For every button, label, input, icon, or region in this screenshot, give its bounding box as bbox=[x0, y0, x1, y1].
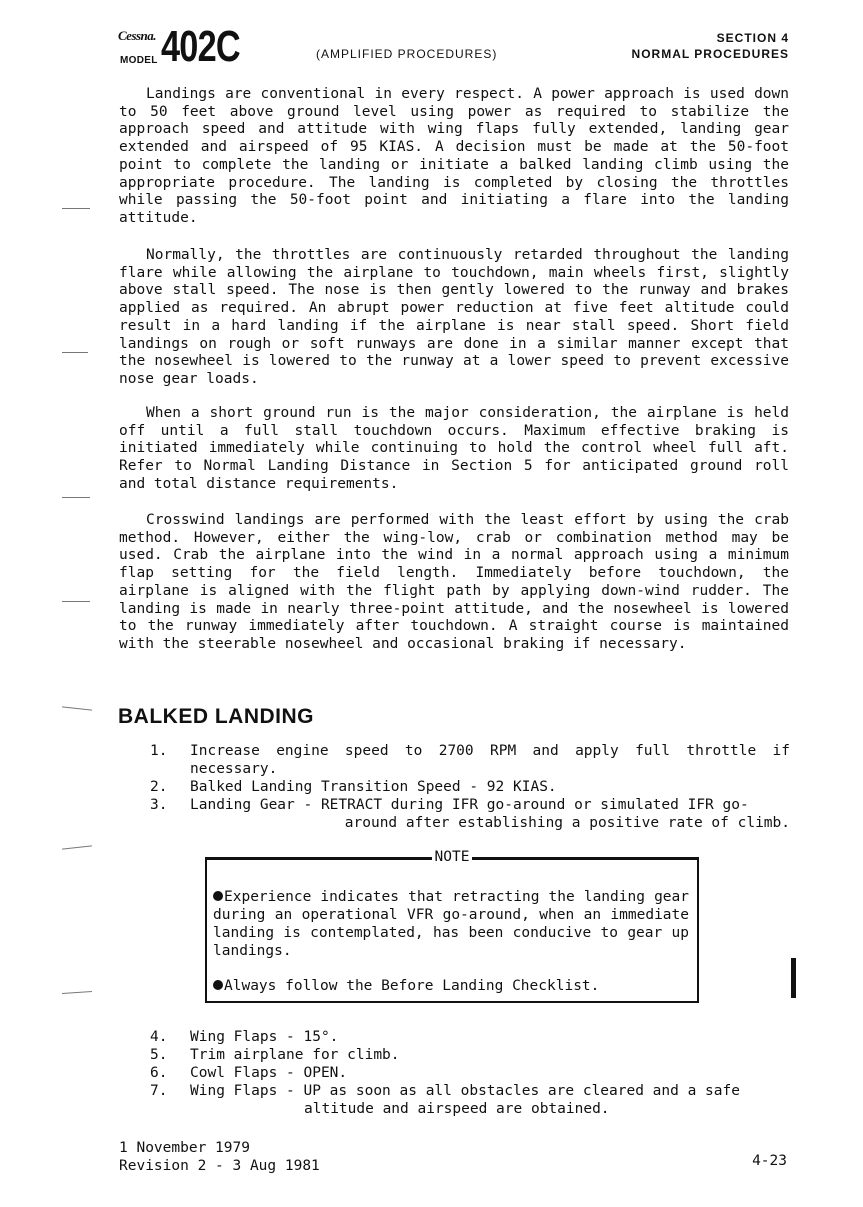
note-item bbox=[213, 977, 689, 995]
scan-mark bbox=[62, 601, 90, 602]
paragraph-landing-general: Landings are conventional in every respect. A power approach is used down to 50 feet above ground level using power as required to stabilize the approach speed and attitude with wing flaps fully extended, landing gear extended and airspeed of 95 KIAS. A decision must be made at the 50-foot point to complete the landing or initiate a balked landing climb using the appropriate procedure. The landing is completed by closing the throttles while passing the 50-foot point and initiating a flare into the landing attitude. bbox=[119, 86, 789, 226]
step-item bbox=[150, 742, 790, 778]
step-number: 2. bbox=[150, 779, 168, 795]
model-number: 402C bbox=[161, 22, 240, 71]
note-title-text: NOTE bbox=[432, 849, 473, 865]
footer-revision: Revision 2 - 3 Aug 1981 bbox=[119, 1158, 320, 1174]
section-number: SECTION 4 bbox=[716, 31, 789, 45]
step-text: Trim airplane for climb. bbox=[190, 1047, 400, 1063]
footer-date: 1 November 1979 bbox=[119, 1140, 250, 1156]
bullet-icon bbox=[213, 891, 223, 901]
step-item bbox=[150, 1082, 790, 1118]
model-label: MODEL bbox=[120, 55, 158, 66]
revision-change-bar bbox=[791, 958, 796, 998]
step-text: Wing Flaps - 15°. bbox=[190, 1029, 339, 1045]
scan-mark bbox=[62, 352, 88, 353]
step-text: Landing Gear - RETRACT during IFR go-around or simulated IFR go- bbox=[190, 797, 749, 813]
scan-mark bbox=[62, 497, 90, 498]
page-number: 4-23 bbox=[752, 1153, 787, 1169]
step-number: 5. bbox=[150, 1047, 168, 1063]
note-item bbox=[213, 888, 689, 960]
note-text: Always follow the Before Landing Checklist. bbox=[224, 978, 600, 994]
scan-mark bbox=[62, 991, 92, 994]
step-item bbox=[150, 796, 790, 832]
step-item bbox=[150, 778, 790, 796]
step-text: Wing Flaps - UP as soon as all obstacles are cleared and a safe bbox=[190, 1083, 740, 1099]
step-continuation: around after establishing a positive rate of climb. bbox=[344, 815, 790, 831]
step-continuation: altitude and airspeed are obtained. bbox=[304, 1101, 610, 1117]
step-text: Increase engine speed to 2700 RPM and apply full throttle if necessary. bbox=[190, 743, 790, 777]
header-section bbox=[632, 30, 789, 62]
note-box bbox=[205, 849, 699, 1003]
step-number: 4. bbox=[150, 1029, 168, 1045]
step-text: Balked Landing Transition Speed - 92 KIAS. bbox=[190, 779, 557, 795]
bullet-icon bbox=[213, 980, 223, 990]
step-number: 3. bbox=[150, 797, 168, 813]
step-item bbox=[150, 1064, 790, 1082]
scan-mark bbox=[62, 208, 90, 209]
step-item bbox=[150, 1028, 790, 1046]
scan-mark bbox=[62, 845, 92, 849]
scan-mark bbox=[62, 706, 92, 710]
note-text: Experience indicates that retracting the landing gear during an operational VFR go-around, when an immediate landing is contemplated, has been conducive to gear up landings. bbox=[213, 889, 689, 959]
balked-landing-heading: BALKED LANDING bbox=[118, 705, 314, 728]
balked-landing-steps bbox=[150, 742, 790, 832]
balked-landing-steps-continued bbox=[150, 1028, 790, 1118]
paragraph-short-field: When a short ground run is the major consideration, the airplane is held off until a full stall touchdown occurs. Maximum effective braking is initiated immediately while continuing to hold the control wheel full aft. Refer to Normal Landing Distance in Section 5 for anticipated ground roll and total distance requirements. bbox=[119, 405, 789, 492]
step-number: 6. bbox=[150, 1065, 168, 1081]
section-title: NORMAL PROCEDURES bbox=[631, 47, 789, 61]
header-amplified-procedures: (AMPLIFIED PROCEDURES) bbox=[316, 47, 498, 61]
paragraph-normal-landing: Normally, the throttles are continuously retarded throughout the landing flare while allowing the airplane to touchdown, main wheels first, slightly above stall speed. The nose is then gently lowered to the runway and brakes applied as required. An abrupt power reduction at five feet altitude could result in a hard landing if the airplane is near stall speed. Short field landings on rough or soft runways are done in a similar manner except that the nosewheel is lowered to the runway at a lower speed to prevent excessive nose gear loads. bbox=[119, 247, 789, 387]
cessna-402c-logo bbox=[118, 22, 248, 72]
paragraph-crosswind: Crosswind landings are performed with the least effort by using the crab method. However, either the wing-low, crab or combination method may be used. Crab the airplane into the wind in a normal approach using a minimum flap setting for the field length. Immediately before touchdown, the airplane is aligned with the flight path by applying down-wind rudder. The landing is made in nearly three-point attitude, and the nosewheel is lowered to the runway immediately after touchdown. A straight course is maintained with the steerable nosewheel and occasional braking if necessary. bbox=[119, 512, 789, 652]
step-number: 7. bbox=[150, 1083, 168, 1099]
note-title bbox=[207, 849, 697, 865]
step-text: Cowl Flaps - OPEN. bbox=[190, 1065, 348, 1081]
footer-dates bbox=[119, 1139, 320, 1175]
brand-name: Cessna. bbox=[118, 28, 157, 43]
step-number: 1. bbox=[150, 743, 168, 759]
step-item bbox=[150, 1046, 790, 1064]
